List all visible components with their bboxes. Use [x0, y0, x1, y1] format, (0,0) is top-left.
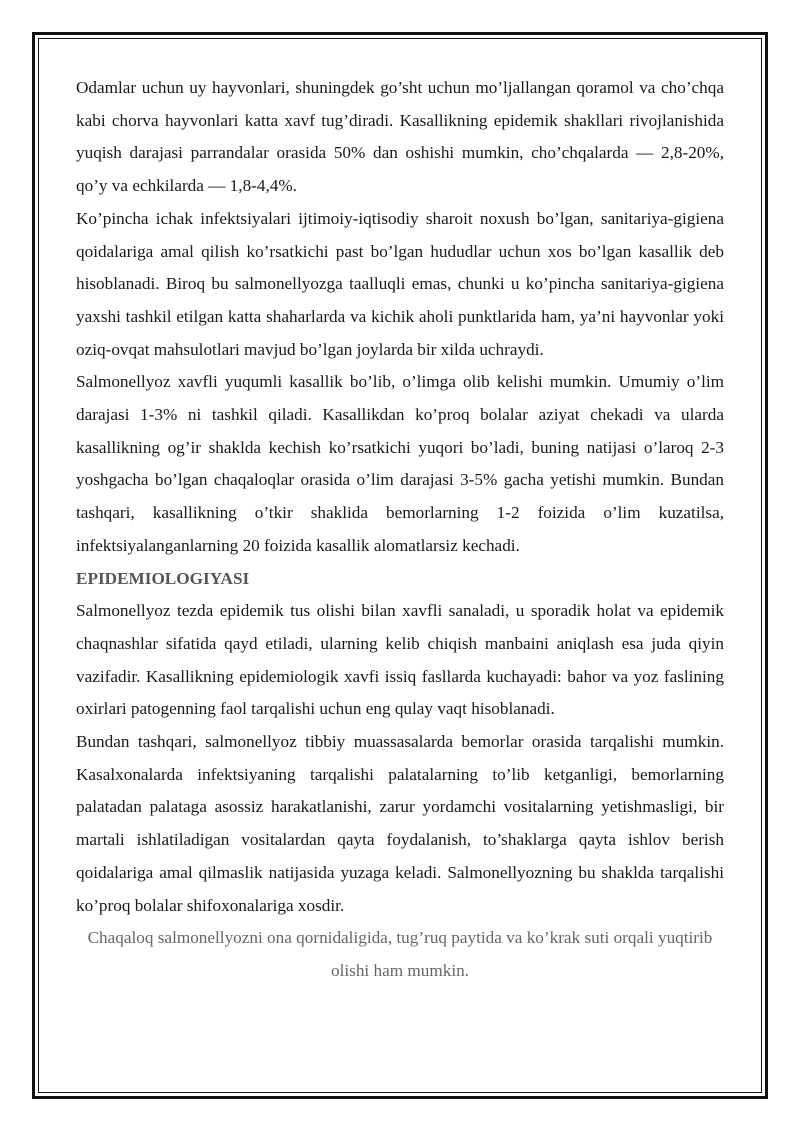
section-heading-epidemiology: EPIDEMIOLOGIYASI — [76, 568, 250, 588]
paragraph-epidemic-spread: Salmonellyoz tezda epidemik tus olishi bilan xavfli sanaladi, u sporadik holat va epidemik chaqnashlar sifatida qayd etiladi, ularning kelib chiqish manbaini aniqlash esa juda qiyin vazifadir. Kasallikning epidemiologik xavfi issiq fasllarda kuchayadi: bahor va yoz faslining oxirlari patogenning faol tarqalishi uchun eng qulay vaqt hisoblanadi. — [76, 601, 724, 719]
paragraph-infant-transmission: Chaqaloq salmonellyozni ona qornidaligida, tug’ruq paytida va ko’krak suti orqali yuqtirib olishi ham mumkin. — [87, 928, 713, 980]
paragraph-domestic-animals: Odamlar uchun uy hayvonlari, shuningdek go’sht uchun mo’ljallangan qoramol va cho’chqa kabi chorva hayvonlari katta xavf tug’diradi. Kasallikning epidemik shakllari rivojlanishida yuqish darajasi parrandalar orasida 50% dan oshishi mumkin, cho’chqalarda — 2,8-20%, qo’y va echkilarda — 1,8-4,4%. — [76, 78, 724, 196]
paragraph-hospital-spread: Bundan tashqari, salmonellyoz tibbiy muassasalarda bemorlar orasida tarqalishi mumkin. Kasalxonalarda infektsiyaning tarqalishi palatalarning to’lib ketganligi, bemorlarning palatadan palataga asossiz harakatlanishi, zarur yordamchi vositalarning yetishmasligi, bir martali ishlatiladigan vositalardan qayta foydalanish, to’shaklarga qayta ishlov berish qoidalariga amal qilmaslik natijasida yuzaga keladi. Salmonellyozning bu shaklda tarqalishi ko’proq bolalar shifoxonalariga xosdir. — [76, 732, 724, 915]
paragraph-mortality: Salmonellyoz xavfli yuqumli kasallik bo’lib, o’limga olib kelishi mumkin. Umumiy o’lim darajasi 1-3% ni tashkil qiladi. Kasallikdan ko’proq bolalar aziyat chekadi va ularda kasallikning og’ir shaklda kechish ko’rsatkichi yuqori bo’ladi, buning natijasi o’laroq 2-3 yoshgacha bo’lgan chaqaloqlar orasida o’lim darajasi 3-5% gacha yetishi mumkin. Bundan tashqari, kasallikning o’tkir shaklida bemorlarning 1-2 foizida o’lim kuzatilsa, infektsiyalanganlarning 20 foizida kasallik alomatlarsiz kechadi. — [76, 372, 724, 555]
paragraph-intestinal-infections: Ko’pincha ichak infektsiyalari ijtimoiy-iqtisodiy sharoit noxush bo’lgan, sanitariya-gigiena qoidalariga amal qilish ko’rsatkichi past bo’lgan hududlar uchun xos bo’lgan kasallik deb hisoblanadi. Biroq bu salmonellyozga taalluqli emas, chunki u ko’pincha sanitariya-gigiena yaxshi tashkil etilgan katta shaharlarda va kichik aholi punktlarida ham, ya’ni hayvonlar yoki oziq-ovqat mahsulotlari mavjud bo’lgan joylarda bir xilda uchraydi. — [76, 208, 724, 359]
document-body — [76, 72, 724, 988]
